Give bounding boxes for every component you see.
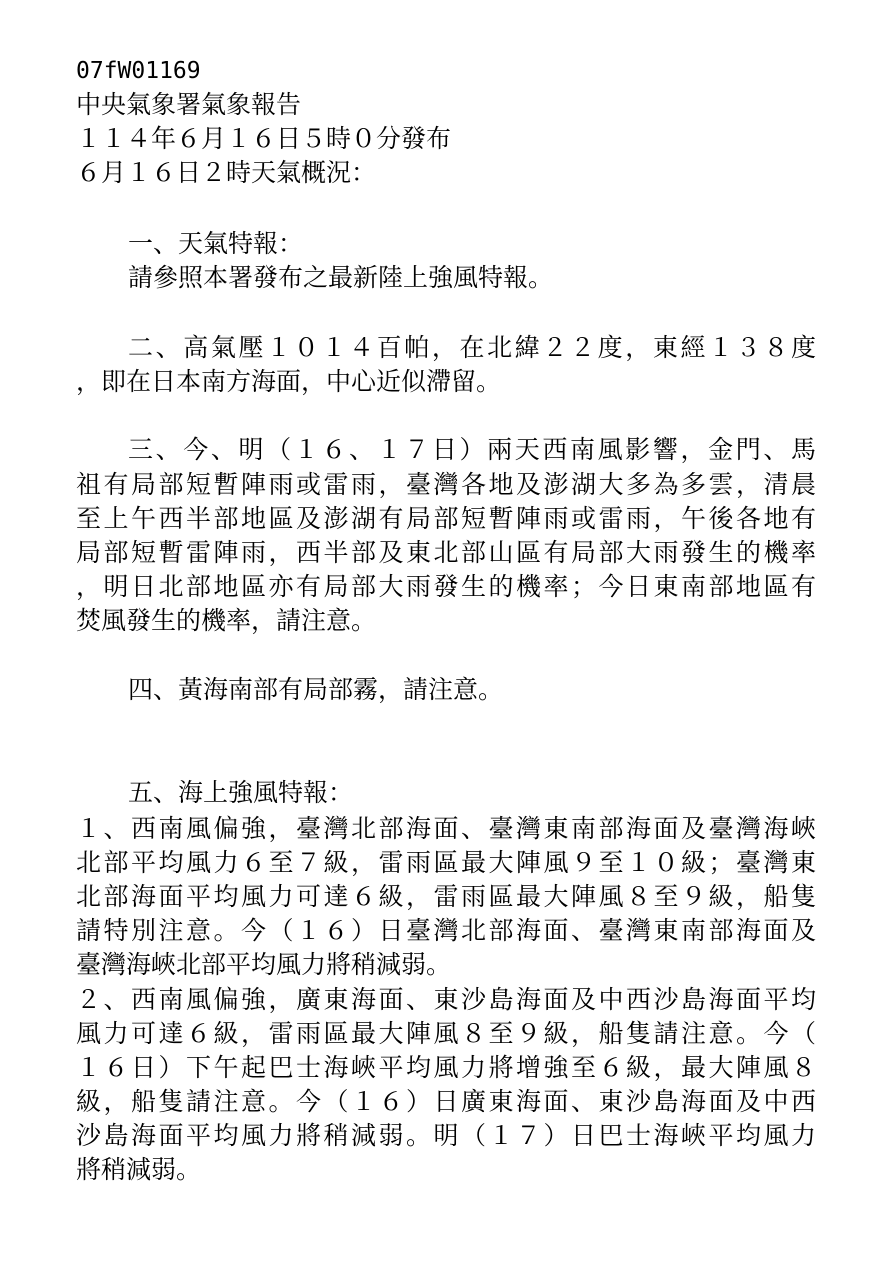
section-1-heading: 一、天氣特報：: [128, 229, 304, 258]
section-3-line: 至上午西半部地區及澎湖有局部短暫陣雨或雷雨，午後各地有: [76, 504, 816, 533]
section-5-item-2-line: 沙島海面平均風力將稍減弱。明（１７）日巴士海峽平均風力: [76, 1121, 816, 1150]
section-1-line: 請參照本署發布之最新陸上強風特報。: [128, 263, 554, 292]
section-5-item-2-line: 風力可達６級，雷雨區最大陣風８至９級，船隻請注意。今（: [76, 1019, 816, 1048]
section-5-item-1-line: １、西南風偏強，臺灣北部海面、臺灣東南部海面及臺灣海峽: [76, 814, 816, 843]
section-5-item-1-line: 北部海面平均風力可達６級，雷雨區最大陣風８至９級，船隻: [76, 882, 816, 911]
section-5-heading: 五、海上強風特報：: [128, 778, 354, 807]
section-3-line: 三、今、明（１６、１７日）兩天西南風影響，金門、馬: [128, 435, 816, 464]
section-3-line: ，明日北部地區亦有局部大雨發生的機率；今日東南部地區有: [76, 572, 816, 601]
section-2-line: ，即在日本南方海面，中心近似滯留。: [76, 367, 502, 396]
overview-time: ６月１６日２時天氣概況：: [76, 158, 377, 187]
section-3-line: 祖有局部短暫陣雨或雷雨，臺灣各地及澎湖大多為多雲，清晨: [76, 470, 816, 499]
issue-time: １１４年６月１６日５時０分發布: [76, 124, 452, 153]
section-5-item-2-line: 級，船隻請注意。今（１６）日廣東海面、東沙島海面及中西: [76, 1087, 816, 1116]
section-5-item-1-line: 北部平均風力６至７級，雷雨區最大陣風９至１０級；臺灣東: [76, 848, 816, 877]
section-3-line: 焚風發生的機率，請注意。: [76, 606, 377, 635]
section-5-item-2-line: ２、西南風偏強，廣東海面、東沙島海面及中西沙島海面平均: [76, 985, 816, 1014]
document-id: 07fW01169: [76, 58, 201, 84]
section-5-item-2-line: 將稍減弱。: [76, 1155, 202, 1184]
section-5-item-1-line: 臺灣海峽北部平均風力將稍減弱。: [76, 950, 452, 979]
section-5-item-1-line: 請特別注意。今（１６）日臺灣北部海面、臺灣東南部海面及: [76, 916, 816, 945]
section-4-line: 四、黃海南部有局部霧，請注意。: [128, 675, 504, 704]
section-3-line: 局部短暫雷陣雨，西半部及東北部山區有局部大雨發生的機率: [76, 538, 816, 567]
section-2-line: 二、高氣壓１０１４百帕，在北緯２２度，東經１３８度: [128, 333, 816, 362]
section-5-item-2-line: １６日）下午起巴士海峽平均風力將增強至６級，最大陣風８: [76, 1053, 816, 1082]
agency-title: 中央氣象署氣象報告: [76, 90, 302, 119]
